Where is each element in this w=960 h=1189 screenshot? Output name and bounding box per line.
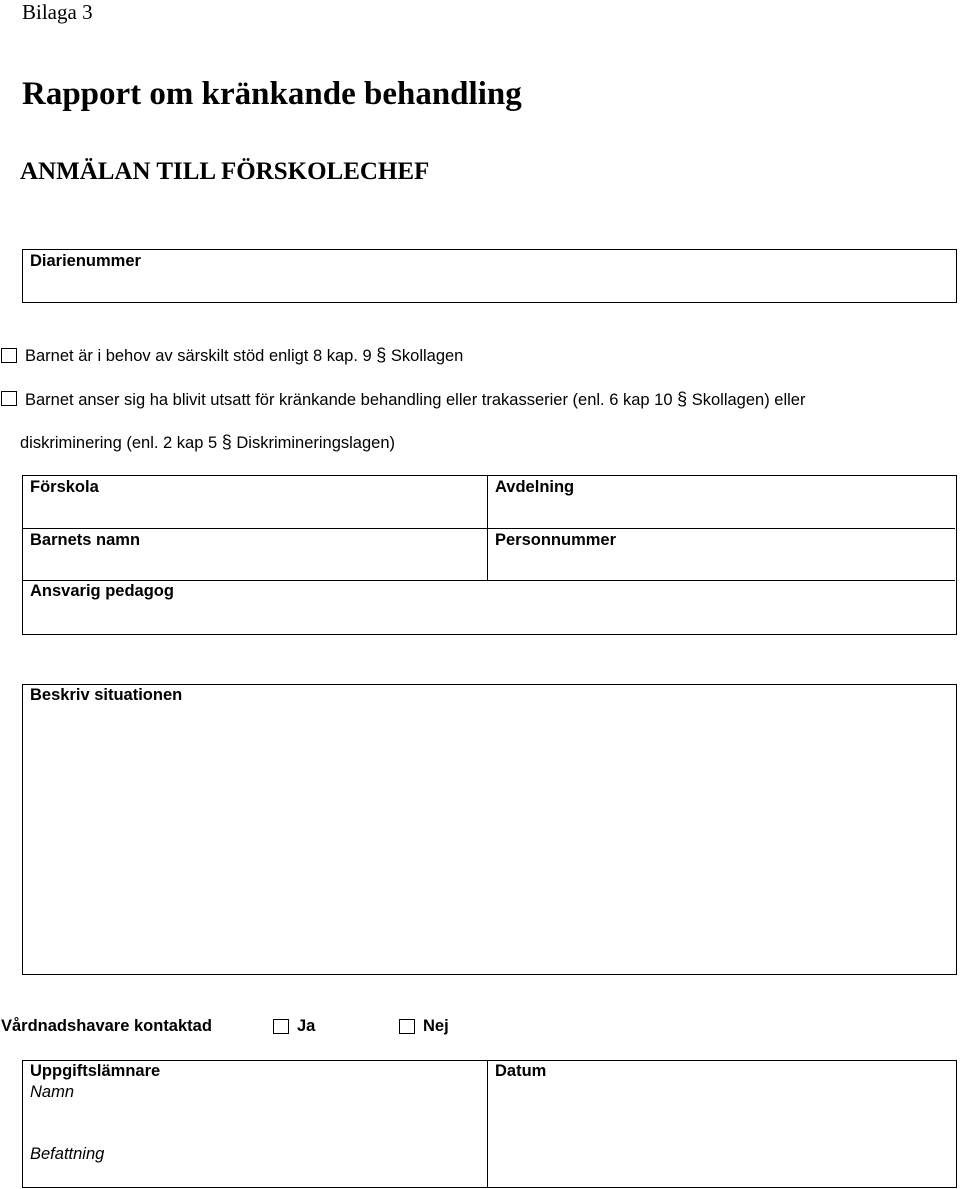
avdelning-label: Avdelning xyxy=(495,478,575,496)
checkbox-sarskilt-stod[interactable] xyxy=(1,348,17,363)
personnummer-field[interactable] xyxy=(488,529,955,580)
page-subtitle: ANMÄLAN TILL FÖRSKOLECHEF xyxy=(20,158,430,185)
forskola-field[interactable] xyxy=(23,476,487,528)
krankande-text-1: Barnet anser sig ha blivit utsatt för kränkande behandling eller trakasserier (enl. 6 kap 10 xyxy=(25,391,673,409)
sarskilt-stod-text: Barnet är i behov av särskilt stöd enligt 8 kap. 9 xyxy=(25,347,372,365)
ja-label: Ja xyxy=(297,1017,316,1035)
krankande-text-4: Diskrimineringslagen) xyxy=(236,434,396,452)
krankande-text-3: diskriminering (enl. 2 kap 5 xyxy=(20,434,218,452)
krankande-text-2: Skollagen) eller xyxy=(691,391,806,409)
ansvarig-pedagog-field[interactable] xyxy=(23,581,955,633)
section-sign: § xyxy=(677,389,688,409)
uppgiftslamnare-label: Uppgiftslämnare xyxy=(30,1062,161,1080)
nej-label: Nej xyxy=(423,1017,449,1035)
befattning-label: Befattning xyxy=(30,1145,105,1163)
barnets-namn-field[interactable] xyxy=(23,529,487,580)
checkbox-krankande-label-line2 xyxy=(20,432,395,453)
avdelning-field[interactable] xyxy=(488,476,955,528)
guardian-contacted-label: Vårdnadshavare kontaktad xyxy=(1,1017,212,1035)
attachment-label: Bilaga 3 xyxy=(22,0,93,24)
diarienummer-field[interactable] xyxy=(22,249,957,303)
datum-field[interactable] xyxy=(488,1061,955,1187)
situation-textarea[interactable] xyxy=(22,684,957,975)
personnummer-label: Personnummer xyxy=(495,531,617,549)
datum-label: Datum xyxy=(495,1062,547,1080)
page-title: Rapport om kränkande behandling xyxy=(22,76,522,112)
forskola-label: Förskola xyxy=(30,478,99,496)
checkbox-sarskilt-stod-label xyxy=(25,345,463,366)
checkbox-krankande[interactable] xyxy=(1,391,17,406)
section-sign: § xyxy=(221,432,232,452)
ansvarig-pedagog-label: Ansvarig pedagog xyxy=(30,582,174,600)
namn-label: Namn xyxy=(30,1083,75,1101)
checkbox-nej[interactable] xyxy=(399,1019,415,1034)
diarienummer-label: Diarienummer xyxy=(30,252,141,270)
checkbox-ja[interactable] xyxy=(273,1019,289,1034)
checkbox-krankande-label-line1 xyxy=(25,389,805,410)
situation-label: Beskriv situationen xyxy=(30,686,183,704)
section-sign: § xyxy=(376,345,387,365)
barnets-namn-label: Barnets namn xyxy=(30,531,141,549)
reporter-grid xyxy=(22,1060,957,1188)
child-info-grid xyxy=(22,475,957,635)
uppgiftslamnare-field[interactable] xyxy=(23,1061,487,1187)
sarskilt-stod-law: Skollagen xyxy=(390,347,464,365)
